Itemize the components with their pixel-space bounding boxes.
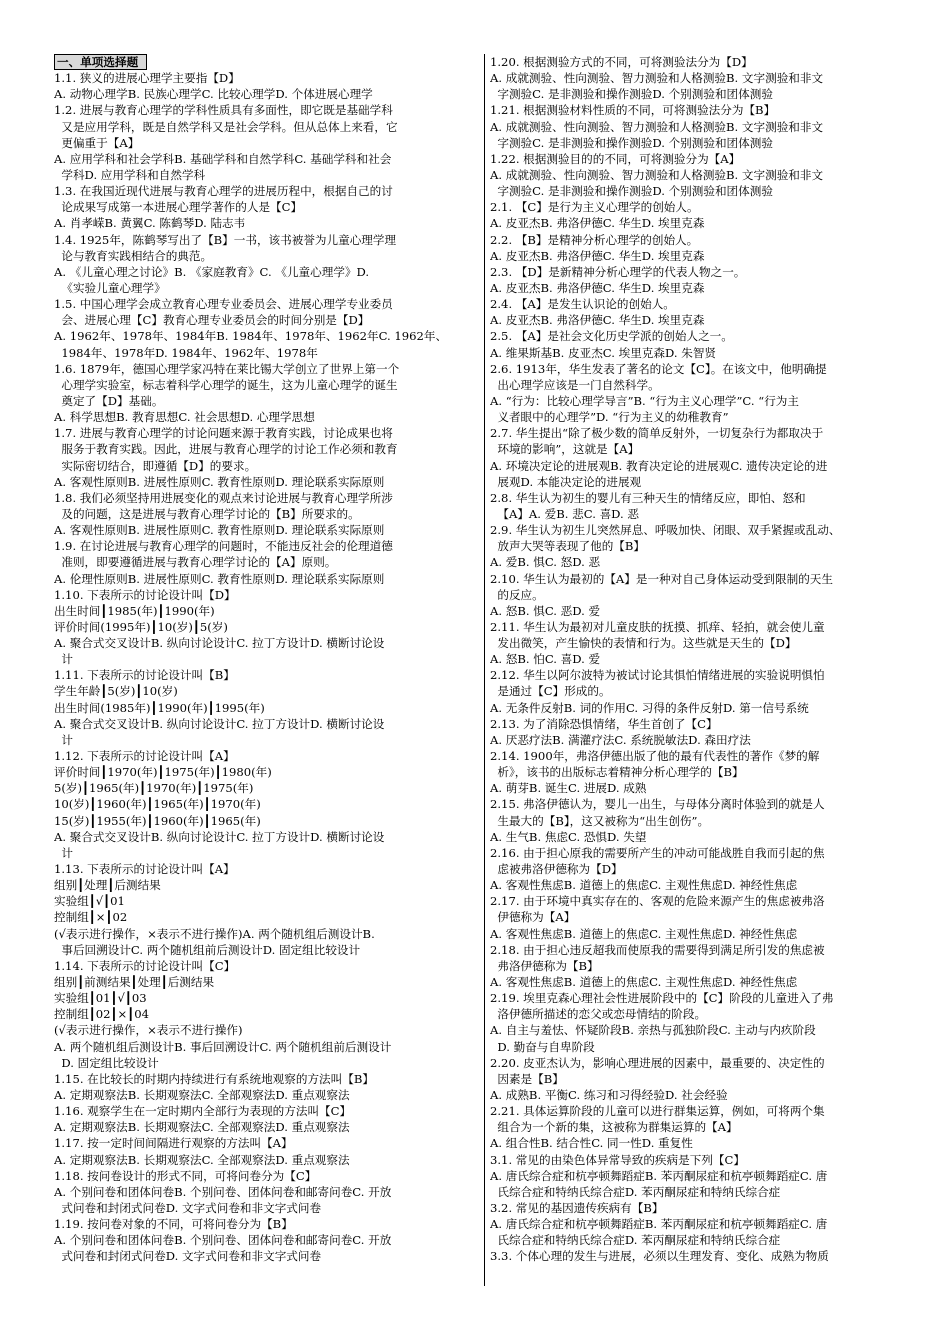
text-line: 1.11. 下表所示的讨论设计叫【B】 [54, 668, 235, 683]
text-line: 2.6. 1913年，华生发表了著名的论文【C】。在该文中，他明确提 [490, 361, 827, 376]
text-line: 是通过【C】形成的。 [490, 684, 611, 699]
text-line: 2.21. 具体运算阶段的儿童可以进行群集运算，例如，可将两个集 [490, 1104, 825, 1119]
text-line: 环境的影响”，这就是【A】 [490, 442, 640, 457]
text-line: 【A】A. 爱B. 悲C. 喜D. 恶 [490, 506, 640, 521]
text-line: (√表示进行操作，×表示不进行操作) [54, 1023, 243, 1038]
text-line: A. 客观性焦虑B. 道德上的焦虑C. 主观性焦虑D. 神经性焦虑 [490, 878, 798, 893]
text-line: 字测验C. 是非测验和操作测验D. 个别测验和团体测验 [490, 87, 773, 102]
text-line: A. 皮亚杰B. 弗洛伊德C. 华生D. 埃里克森 [490, 216, 705, 231]
text-line: 2.20. 皮亚杰认为，影响心理进展的因素中，最重要的、决定性的 [490, 1055, 825, 1070]
text-line: 1.15. 在比较长的时期内持续进行有系统地观察的方法叫【B】 [54, 1071, 374, 1086]
text-line: A. 成就测验、性向测验、智力测验和人格测验B. 文字测验和非文 [490, 119, 824, 134]
text-line: A. 两个随机组后测设计B. 事后回溯设计C. 两个随机组前后测设计 [54, 1039, 392, 1054]
text-line: A. 自主与羞怯、怀疑阶段B. 亲热与孤独阶段C. 主动与内疚阶段 [490, 1023, 816, 1038]
text-line: A. “行为：比较心理学导言”B. “行为主义心理学”C. “行为主 [490, 393, 799, 408]
text-line: A. 聚合式交叉设计B. 纵向讨论设计C. 拉丁方设计D. 横断讨论设 [54, 636, 385, 651]
text-line: 更偏重于【A】 [54, 135, 140, 150]
text-line: 2.1. 【C】是行为主义心理学的创始人。 [490, 200, 699, 215]
text-line: A. 客观性原则B. 进展性原则C. 教育性原则D. 理论联系实际原则 [54, 523, 385, 538]
text-line: 2.18. 由于担心违反超我而使原我的需要得到满足所引发的焦虑被 [490, 942, 825, 957]
text-line: 组别┃处理┃后测结果 [54, 878, 161, 893]
text-line: 2.14. 1900年，弗洛伊德出版了他的最有代表性的著作《梦的解 [490, 749, 820, 764]
text-line: 1.4. 1925年，陈鹤琴写出了【B】一书，该书被誉为儿童心理学理 [54, 232, 397, 247]
text-line: A. 爱B. 惧C. 怒D. 恶 [490, 555, 601, 570]
text-line: A. 组合性B. 结合性C. 同一性D. 重复性 [490, 1136, 693, 1151]
text-line: 10(岁)┃1960(年)┃1965(年)┃1970(年) [54, 797, 261, 812]
text-line: 弗洛伊德称为【B】 [490, 958, 599, 973]
text-line: A. 动物心理学B. 民族心理学C. 比较心理学D. 个体进展心理学 [54, 87, 373, 102]
text-line: 式问卷和封闭式问卷D. 文字式问卷和非文字式问卷 [54, 1249, 322, 1264]
text-line: 1.5. 中国心理学会成立教育心理专业委员会、进展心理学专业委员 [54, 297, 393, 312]
text-line: 1.14. 下表所示的讨论设计叫【C】 [54, 958, 236, 973]
text-line: 1.20. 根据测验方式的不同，可将测验法分为【D】 [490, 55, 753, 69]
text-line: 1.21. 根据测验材料性质的不同，可将测验法分为【B】 [490, 103, 776, 118]
text-line: 5(岁)┃1965(年)┃1970(年)┃1975(年) [54, 781, 254, 796]
text-line: 2.8. 华生认为初生的婴儿有三种天生的情绪反应，即怕、怒和 [490, 490, 806, 505]
text-line: A. 个别问卷和团体问卷B. 个别问卷、团体问卷和邮寄问卷C. 开放 [54, 1184, 392, 1199]
text-line: 出生时间┃1985(年)┃1990(年) [54, 603, 215, 618]
text-line: A. 维果斯基B. 皮亚杰C. 埃里克森D. 朱智贤 [490, 345, 717, 360]
text-line: 1.19. 按问卷对象的不同，可将问卷分为【B】 [54, 1217, 293, 1232]
text-line: 奠定了【D】基础。 [54, 393, 164, 408]
text-line: 1.2. 进展与教育心理学的学科性质具有多面性，即它既是基础学科 [54, 103, 393, 118]
text-line: A. 皮亚杰B. 弗洛伊德C. 华生D. 埃里克森 [490, 248, 705, 263]
text-line: 及的问题，这是进展与教育心理学讨论的【B】所要求的。 [54, 506, 360, 521]
text-line: 1.6. 1879年，德国心理学家冯特在莱比锡大学创立了世界上第一个 [54, 361, 400, 376]
text-line: A. 成就测验、性向测验、智力测验和人格测验B. 文字测验和非文 [490, 71, 824, 86]
text-line: A. 1962年、1978年、1984年B. 1984年、1978年、1962年C. 1962年、 [54, 329, 448, 344]
text-line: 生最大的【B】，这又被称为“出生创伤”。 [490, 813, 710, 828]
text-line: 计 [54, 652, 73, 667]
text-line: 1.18. 按问卷设计的形式不同，可将问卷分为【C】 [54, 1168, 317, 1183]
text-line: A. 客观性原则B. 进展性原则C. 教育性原则D. 理论联系实际原则 [54, 474, 385, 489]
text-line: A. 成熟B. 平衡C. 练习和习得经验D. 社会经验 [490, 1088, 728, 1102]
text-line: 实验组┃√┃01 [54, 894, 125, 909]
text-line: 计 [54, 845, 73, 860]
text-line: 2.7. 华生提出“除了极少数的简单反射外，一切复杂行为都取决于 [490, 426, 824, 441]
text-line: 1.3. 在我国近现代进展与教育心理学的进展历程中，根据自己的讨 [54, 184, 393, 199]
text-line: 评价时间(1995年)┃10(岁)┃5(岁) [54, 619, 228, 634]
text-line: 组合为一个新的集，这被称为群集运算的【A】 [490, 1120, 738, 1135]
text-line: A. 皮亚杰B. 弗洛伊德C. 华生D. 埃里克森 [490, 280, 705, 295]
text-line: 学生年龄┃5(岁)┃10(岁) [54, 684, 178, 699]
text-line: D. 勤奋与自卑阶段 [490, 1039, 595, 1054]
text-line: A. 环境决定论的进展观B. 教育决定论的进展观C. 遗传决定论的进 [490, 458, 828, 473]
text-line: A. 成就测验、性向测验、智力测验和人格测验B. 文字测验和非文 [490, 167, 824, 182]
text-line: 伊德称为【A】 [490, 910, 576, 925]
text-line: 1.16. 观察学生在一定时期内全部行为表现的方法叫【C】 [54, 1104, 352, 1119]
text-line: 字测验C. 是非测验和操作测验D. 个别测验和团体测验 [490, 135, 773, 150]
text-line: A. 个别问卷和团体问卷B. 个别问卷、团体问卷和邮寄问卷C. 开放 [54, 1233, 392, 1248]
text-line: 3.2. 常见的基因遗传疾病有【B】 [490, 1200, 664, 1215]
text-line: 15(岁)┃1955(年)┃1960(年)┃1965(年) [54, 813, 261, 828]
text-line: 实际密切结合，即遵循【D】的要求。 [54, 458, 257, 473]
text-line: 1.9. 在讨论进展与教育心理学的问题时，不能违反社会的伦理道德 [54, 539, 393, 554]
text-line: 控制组┃×┃02 [54, 910, 128, 925]
text-line: A. 定期观察法B. 长期观察法C. 全部观察法D. 重点观察法 [54, 1088, 350, 1102]
text-line: 2.10. 华生认为最初的【A】是一种对自己身体运动受到限制的天生 [490, 571, 833, 586]
text-line: A. 定期观察法B. 长期观察法C. 全部观察法D. 重点观察法 [54, 1120, 350, 1135]
text-line: 1.10. 下表所示的讨论设计叫【D】 [54, 587, 236, 602]
text-line: 2.5. 【A】是社会文化历史学派的创始人之一。 [490, 329, 733, 344]
text-line: 氏综合症和特纳氏综合症D. 苯丙酮尿症和特纳氏综合症 [490, 1184, 781, 1199]
text-line: A. 客观性焦虑B. 道德上的焦虑C. 主观性焦虑D. 神经性焦虑 [490, 975, 798, 990]
text-line: 又是应用学科，既是自然学科又是社会学科。但从总体上来看，它 [54, 119, 398, 134]
text-line: A. 定期观察法B. 长期观察法C. 全部观察法D. 重点观察法 [54, 1152, 350, 1167]
text-line: 服务于教育实践。因此，进展与教育心理学的讨论工作必须和教育 [54, 442, 398, 457]
text-line: 虑被弗洛伊德称为【D】 [490, 862, 623, 877]
text-line: 1.22. 根据测验目的的不同，可将测验分为【A】 [490, 151, 741, 166]
text-line: 式问卷和封闭式问卷D. 文字式问卷和非文字式问卷 [54, 1200, 322, 1215]
text-line: A. 科学思想B. 教育思想C. 社会思想D. 心理学思想 [54, 410, 315, 425]
text-line: 1.1. 狭义的进展心理学主要指【D】 [54, 71, 240, 86]
text-line: A. 聚合式交叉设计B. 纵向讨论设计C. 拉丁方设计D. 横断讨论设 [54, 716, 385, 731]
text-line: 控制组┃02┃×┃04 [54, 1007, 149, 1022]
text-line: 事后回溯设计C. 两个随机组前后测设计D. 固定组比较设计 [54, 942, 361, 957]
text-line: 2.11. 华生认为最初对儿童皮肤的抚摸、抓痒、轻拍，就会使儿童 [490, 619, 825, 634]
text-line: 1.12. 下表所示的讨论设计叫【A】 [54, 749, 235, 764]
text-line: 2.16. 由于担心原我的需要所产生的冲动可能战胜自我而引起的焦 [490, 845, 825, 860]
text-line: A. 《儿童心理之讨论》B. 《家庭教育》C. 《儿童心理学》D. [54, 264, 370, 279]
text-line: 1.8. 我们必须坚持用进展变化的观点来讨论进展与教育心理学所涉 [54, 490, 393, 505]
text-line: 析》，该书的出版标志着精神分析心理学的【B】 [490, 765, 744, 780]
text-line: A. 伦理性原则B. 进展性原则C. 教育性原则D. 理论联系实际原则 [54, 571, 385, 586]
text-line: 放声大哭等表现了他的【B】 [490, 539, 646, 554]
text-line: 因素是【B】 [490, 1071, 564, 1086]
text-line: 1.17. 按一定时间间隔进行观察的方法叫【A】 [54, 1136, 293, 1151]
text-line: 3.3. 个体心理的发生与进展，必须以生理发育、变化、成熟为物质 [490, 1249, 829, 1264]
text-line: A. 唐氏综合症和杭亭顿舞蹈症B. 苯丙酮尿症和杭亭顿舞蹈症C. 唐 [490, 1217, 828, 1232]
text-line: 2.12. 华生以阿尔波特为被试讨论其惧怕情绪进展的实验说明惧怕 [490, 668, 825, 683]
text-line: 2.15. 弗洛伊德认为，婴儿一出生，与母体分离时体验到的就是人 [490, 797, 825, 812]
text-line: A. 生气B. 焦虑C. 恐惧D. 失望 [490, 829, 647, 844]
text-line: A. 肖孝嵘B. 黄翼C. 陈鹤琴D. 陆志韦 [54, 216, 246, 231]
text-line: 评价时间┃1970(年)┃1975(年)┃1980(年) [54, 765, 272, 780]
text-line: 洛伊德所描述的恋父或恋母情结的阶段。 [490, 1007, 707, 1022]
text-line: 2.9. 华生认为初生儿突然屏息、呼吸加快、闭眼、双手紧握或乱动、 [490, 523, 841, 538]
text-line: A. 唐氏综合症和杭亭顿舞蹈症B. 苯丙酮尿症和杭亭顿舞蹈症C. 唐 [490, 1168, 828, 1183]
text-line: A. 萌芽B. 诞生C. 进展D. 成熟 [490, 781, 647, 796]
text-line: A. 皮亚杰B. 弗洛伊德C. 华生D. 埃里克森 [490, 313, 705, 328]
section-heading-row [54, 54, 482, 70]
text-line: 1984年、1978年D. 1984年、1962年、1978年 [54, 345, 318, 360]
text-line: 3.1. 常见的由染色体异常导致的疾病是下列【C】 [490, 1152, 745, 1167]
text-line: 《实验儿童心理学》 [54, 280, 166, 295]
section-heading: 一、单项选择题 [54, 54, 147, 70]
text-line: 论与教育实践相结合的典范。 [54, 248, 213, 263]
text-line: 义者眼中的心理学”D. “行为主义的幼稚教育” [490, 410, 729, 425]
column-divider [484, 54, 485, 1286]
text-line: A. 厌恶疗法B. 满灌疗法C. 系统脱敏法D. 森田疗法 [490, 732, 751, 747]
text-line: 组别┃前测结果┃处理┃后测结果 [54, 975, 215, 990]
text-line: A. 无条件反射B. 词的作用C. 习得的条件反射D. 第一信号系统 [490, 700, 809, 715]
left-column [54, 54, 482, 1286]
text-line: D. 固定组比较设计 [54, 1055, 159, 1070]
text-line: 实验组┃01┃√┃03 [54, 991, 147, 1006]
text-line: 2.3. 【D】是新精神分析心理学的代表人物之一。 [490, 264, 746, 279]
right-column [490, 54, 922, 1286]
text-line: 展观D. 本能决定论的进展观 [490, 474, 642, 489]
text-line: 计 [54, 732, 73, 747]
text-line: 1.13. 下表所示的讨论设计叫【A】 [54, 862, 235, 877]
text-line: 1.7. 进展与教育心理学的讨论问题来源于教育实践，讨论成果也将 [54, 426, 393, 441]
document-page [54, 54, 922, 1286]
text-line: 的反应。 [490, 587, 544, 602]
text-line: (√表示进行操作，×表示不进行操作)A. 两个随机组后测设计B. [54, 926, 375, 941]
text-line: 论成果写成第一本进展心理学著作的人是【C】 [54, 200, 303, 215]
text-line: 出心理学应该是一门自然科学。 [490, 377, 660, 392]
text-line: A. 怒B. 惧C. 恶D. 爱 [490, 603, 601, 618]
text-line: 2.19. 埃里克森心理社会性进展阶段中的【C】阶段的儿童进入了弗 [490, 991, 834, 1006]
text-line: 会、进展心理【C】教育心理专业委员会的时间分别是【D】 [54, 313, 370, 328]
text-line: 2.17. 由于环境中真实存在的、客观的危险来源产生的焦虑被弗洛 [490, 894, 825, 909]
text-line: 2.13. 为了消除恐惧情绪，华生首创了【C】 [490, 716, 718, 731]
text-line: 出生时间(1985年)┃1990(年)┃1995(年) [54, 700, 265, 715]
text-line: 2.4. 【A】是发生认识论的创始人。 [490, 297, 675, 312]
text-line: A. 聚合式交叉设计B. 纵向讨论设计C. 拉丁方设计D. 横断讨论设 [54, 829, 385, 844]
text-line: 氏综合症和特纳氏综合症D. 苯丙酮尿症和特纳氏综合症 [490, 1233, 781, 1248]
text-line: A. 应用学科和社会学科B. 基础学科和自然学科C. 基础学科和社会 [54, 151, 392, 166]
text-line: A. 客观性焦虑B. 道德上的焦虑C. 主观性焦虑D. 神经性焦虑 [490, 926, 798, 941]
text-line: 准则，即要遵循进展与教育心理学讨论的【A】原则。 [54, 555, 337, 570]
text-line: 心理学实验室，标志着科学心理学的诞生，这为儿童心理学的诞生 [54, 377, 398, 392]
text-line: A. 怒B. 怕C. 喜D. 爱 [490, 652, 601, 667]
text-line: 2.2. 【B】是精神分析心理学的创始人。 [490, 232, 699, 247]
text-line: 字测验C. 是非测验和操作测验D. 个别测验和团体测验 [490, 184, 773, 199]
text-line: 发出微笑，产生愉快的表情和行为。这些就是天生的【D】 [490, 636, 797, 651]
text-line: 学科D. 应用学科和自然学科 [54, 167, 206, 182]
